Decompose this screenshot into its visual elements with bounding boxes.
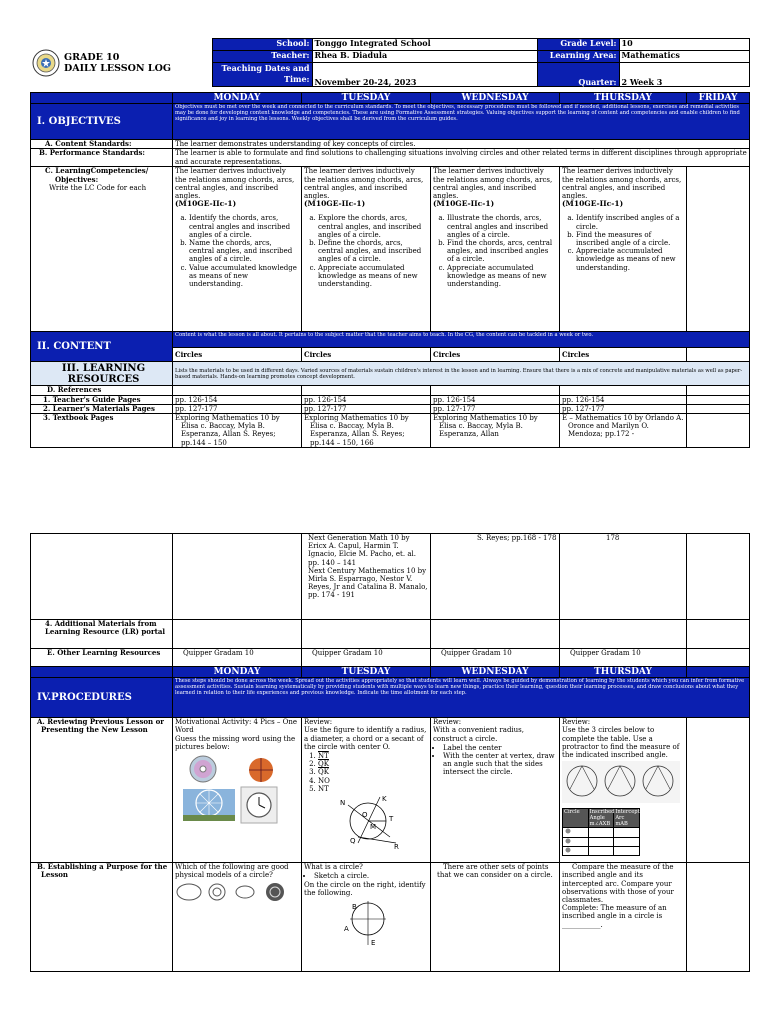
dates-label: Teaching Dates and Time: — [212, 63, 312, 87]
deped-seal-icon — [32, 49, 60, 77]
other-resources-wed: Quipper Gradam 10 — [431, 649, 560, 667]
content-standards-text: The learner demonstrates understanding of key concepts of circles. — [173, 140, 750, 149]
day-tuesday: TUESDAY — [302, 93, 431, 104]
objectives-title: I. OBJECTIVES — [31, 104, 173, 140]
circle-models-images — [175, 882, 295, 902]
log-title: DAILY LESSON LOG — [64, 62, 171, 74]
dll-page-2 — [30, 533, 749, 972]
circle-figure-identify — [338, 897, 398, 947]
day-wednesday: WEDNESDAY — [431, 93, 560, 104]
content-topic-thu: Circles — [560, 348, 687, 362]
content-topic-tue: Circles — [302, 348, 431, 362]
circle-figure-review — [334, 793, 404, 852]
purpose-wed: There are other sets of points that we can consider on a circle. — [431, 863, 560, 972]
purpose-tue: What is a circle? • Sketch a circle. On the circle on the right, identify the following. A E B — [302, 863, 431, 972]
reviewing-mon: Motivational Activity: 4 Pics – One Word Guess the missing word using the pictures below: — [173, 718, 302, 863]
reviewing-thu: Review: Use the 3 circles below to complete the table. Use a protractor to find the measure of the indicated inscribed angle. Circle Inscribed Angle m∠AXB Intercepted Arc mAB — [560, 718, 687, 863]
day-thursday: THURSDAY — [560, 93, 687, 104]
textbook-thu: E – Mathematics 10 by Orlando A. Oronce and Marilyn O. Mendoza; pp.172 - — [560, 414, 687, 448]
svg-text:O: O — [362, 811, 368, 820]
cd-disc-image — [190, 756, 216, 782]
textbook-wed: Exploring Mathematics 10 by Elisa c. Baccay, Myla B. Esperanza, Allan — [431, 414, 560, 448]
textbook-thu-cont: 178 — [560, 534, 687, 620]
resources-title: III. LEARNING RESOURCES — [31, 362, 173, 386]
tg-pages-mon: pp. 126-154 — [173, 395, 302, 404]
competencies-wednesday: The learner derives inductively the relations among chords, arcs, central angles, and inscribed angles. (M10GE-IIc-1) a. Illustrate the chords, arcs, central angles and inscribed angles of a circle. b. Find the chords, arcs, central angles, and inscribed angles of a circle. c. Appreciate accumulated knowledge as means of new understanding. — [431, 167, 560, 332]
textbook-tue: Exploring Mathematics 10 by Elisa c. Baccay, Myla B. Esperanza, Allan S. Reyes; pp.144 – 150, 166 — [302, 414, 431, 448]
logo-title-cell — [30, 39, 212, 87]
competencies-label: C. LearningCompetencies/ Objectives: Write the LC Code for each — [31, 167, 173, 332]
proc-day-monday: MONDAY — [173, 667, 302, 678]
other-resources-label: E. Other Learning Resources — [31, 649, 173, 667]
performance-standards-text: The learner is able to formulate and find solutions to challenging situations involving circles and other related terms in different disciplines through appropriate and accurate representations. — [173, 149, 750, 167]
other-resources-thu: Quipper Gradam 10 — [560, 649, 687, 667]
svg-text:B: B — [352, 903, 357, 912]
three-circles-figure — [562, 761, 680, 803]
day-friday: FRIDAY — [687, 93, 750, 104]
tg-pages-tue: pp. 126-154 — [302, 395, 431, 404]
competencies-thursday: The learner derives inductively the relations among chords, arcs, central angles, and inscribed angles. (M10GE-IIc-1) a. Identify inscribed angles of a circle. b. Find the measures of inscribed angle of a circle. c. Appreciate accumulated knowledge as means of new understanding. — [560, 167, 687, 332]
other-resources-mon: Quipper Gradam 10 — [173, 649, 302, 667]
content-topic-mon: Circles — [173, 348, 302, 362]
lm-pages-mon: pp. 127-177 — [173, 404, 302, 413]
svg-text:N: N — [340, 799, 346, 808]
content-note: Content is what the lesson is all about. It pertains to the subject matter that the teacher aims to teach. In the CG, the content can be tackled in a week or two. — [173, 332, 750, 348]
basketball-image — [249, 758, 273, 782]
learning-area-label: Learning Area: — [537, 51, 619, 63]
reviewing-lesson-label: A. Reviewing Previous Lesson or Presenting the New Lesson — [31, 718, 173, 863]
teacher-label: Teacher: — [212, 51, 312, 63]
four-pics-images — [175, 753, 295, 825]
dll-page-1 — [30, 38, 749, 448]
teacher-value: Rhea B. Diadula — [312, 51, 537, 63]
competencies-monday: The learner derives inductively the relations among chords, arcs, central angles, and inscribed angles. (M10GE-IIc-1) a. Identify the chords, arcs, central angles and inscribed angles of a circle. b. Name the chords, arcs, central angles, and inscribed angles of a circle. c. Value accumulated knowledge as means of new understanding. — [173, 167, 302, 332]
objectives-table — [30, 92, 750, 448]
purpose-thu: Compare the measure of the inscribed angle and its intercepted arc. Compare your observations with those of your classmates. Complete: The measure of an inscribed angle in a circle is ___________. — [560, 863, 687, 972]
other-resources-tue: Quipper Gradam 10 — [302, 649, 431, 667]
school-label: School: — [212, 39, 312, 51]
performance-standards-label: B. Performance Standards: — [31, 149, 173, 167]
day-monday: MONDAY — [173, 93, 302, 104]
procedures-note: These steps should be done across the week. Spread out the activities appropriately so that students will learn well. Always be guided by demonstration of learning by the students which you can infer from formative assessment activities. Sustain learning systematically by providing students with multiple ways to learn new things, practice their learning, question their learning processes, and draw conclusions about what they learned in relation to their life experiences and previous knowledge. Indicate the time allotment for each step. — [173, 678, 750, 718]
procedures-title: IV.PROCEDURES — [31, 678, 173, 718]
clock-image — [241, 787, 277, 823]
lm-pages-tue: pp. 127-177 — [302, 404, 431, 413]
svg-text:Q: Q — [350, 837, 356, 846]
learners-materials-label: 2. Learner's Materials Pages — [31, 404, 173, 413]
learning-area-value: Mathematics — [619, 51, 749, 63]
header-table — [30, 38, 750, 87]
resources-note: Lists the materials to be used in different days. Varied sources of materials sustain children's interest in the lesson and in learning. Ensure that there is a mix of concrete and manipulative materials as well as paper-based materials. Hands-on learning promotes concept development. — [173, 362, 750, 386]
content-topic-wed: Circles — [431, 348, 560, 362]
svg-text:K: K — [382, 795, 387, 804]
objectives-note: Objectives must be met over the week and connected to the curriculum standards. To meet the objectives, necessary procedures must be followed and if needed, additional lessons, exercises and remedial activities may be done for developing content knowledge and competencies. These are using Formative Assessment strategies. Valuing objectives support the learning of content and competencies and enable children to find significance and joy in learning the lessons. Weekly objectives shall be derived from the curriculum guides. — [173, 104, 750, 140]
textbook-mon: Exploring Mathematics 10 by Elisa c. Baccay, Myla B. Esperanza, Allan S. Reyes; pp.144 – 150 — [173, 414, 302, 448]
reviewing-tue: Review: Use the figure to identify a radius, a diameter, a chord or a secant of the circle with center O. 1. $\overline{NT}$ 2. $\overline{QK}$ 3. $\overline{QK}$ 4. NO 5. NT N O K T M Q R — [302, 718, 431, 863]
lm-pages-thu: pp. 127-177 — [560, 404, 687, 413]
additional-materials-label: 4. Additional Materials from Learning Resource (LR) portal — [31, 620, 173, 649]
reviewing-wed: Review: With a convenient radius, construct a circle. • Label the center • With the center at vertex, draw an angle such that the sides intersect the circle. — [431, 718, 560, 863]
dates-value: November 20-24, 2023 — [312, 63, 537, 87]
svg-text:R: R — [394, 843, 399, 852]
resources-continued-table — [30, 533, 750, 972]
teachers-guide-label: 1. Teacher's Guide Pages — [31, 395, 173, 404]
content-standards-label: A. Content Standards: — [31, 140, 173, 149]
proc-day-wednesday: WEDNESDAY — [431, 667, 560, 678]
proc-day-thursday: THURSDAY — [560, 667, 687, 678]
competencies-tuesday: The learner derives inductively the relations among chords, arcs, central angles, and inscribed angles. (M10GE-IIc-1) a. Explore the chords, arcs, central angles, and inscribed angles of a circle. b. Define the chords, arcs, central angles, and inscribed angles of a circle. c. Appreciate accumulated knowledge as means of new understanding. — [302, 167, 431, 332]
svg-text:M: M — [370, 823, 377, 832]
tg-pages-wed: pp. 126-154 — [431, 395, 560, 404]
grade-level-value: 10 — [619, 39, 749, 51]
purpose-mon: Which of the following are good physical models of a circle? — [173, 863, 302, 972]
purpose-label: B. Establishing a Purpose for the Lesson — [31, 863, 173, 972]
grade-title: GRADE 10 — [64, 51, 120, 63]
svg-text:A: A — [344, 925, 349, 934]
lm-pages-wed: pp. 127-177 — [431, 404, 560, 413]
inscribed-angle-table: Circle Inscribed Angle m∠AXB Intercepted Arc mAB — [562, 808, 640, 856]
content-title: II. CONTENT — [31, 332, 173, 362]
quarter-value: 2 Week 3 — [619, 63, 749, 87]
references-label: D. References — [31, 386, 173, 395]
tg-pages-thu: pp. 126-154 — [560, 395, 687, 404]
textbook-tue-cont: Next Generation Math 10 by Ericx A. Capul, Harmin T. Ignacio, Elcie M. Pacho, et. al. pp. 140 – 141 Next Century Mathematics 10 by Mirla S. Esparrago, Nestor V. Reyes, Jr and Catalina B. Manalo, pp. 174 - 191 — [302, 534, 431, 620]
ferris-wheel-image — [183, 789, 235, 821]
textbook-wed-cont: S. Reyes; pp.168 - 178 — [431, 534, 560, 620]
svg-text:T: T — [389, 815, 394, 824]
school-value: Tonggo Integrated School — [312, 39, 537, 51]
textbook-label: 3. Textbook Pages — [31, 414, 173, 448]
grade-level-label: Grade Level: — [537, 39, 619, 51]
svg-text:E: E — [371, 939, 376, 948]
proc-day-tuesday: TUESDAY — [302, 667, 431, 678]
quarter-label: Quarter: — [537, 63, 619, 87]
